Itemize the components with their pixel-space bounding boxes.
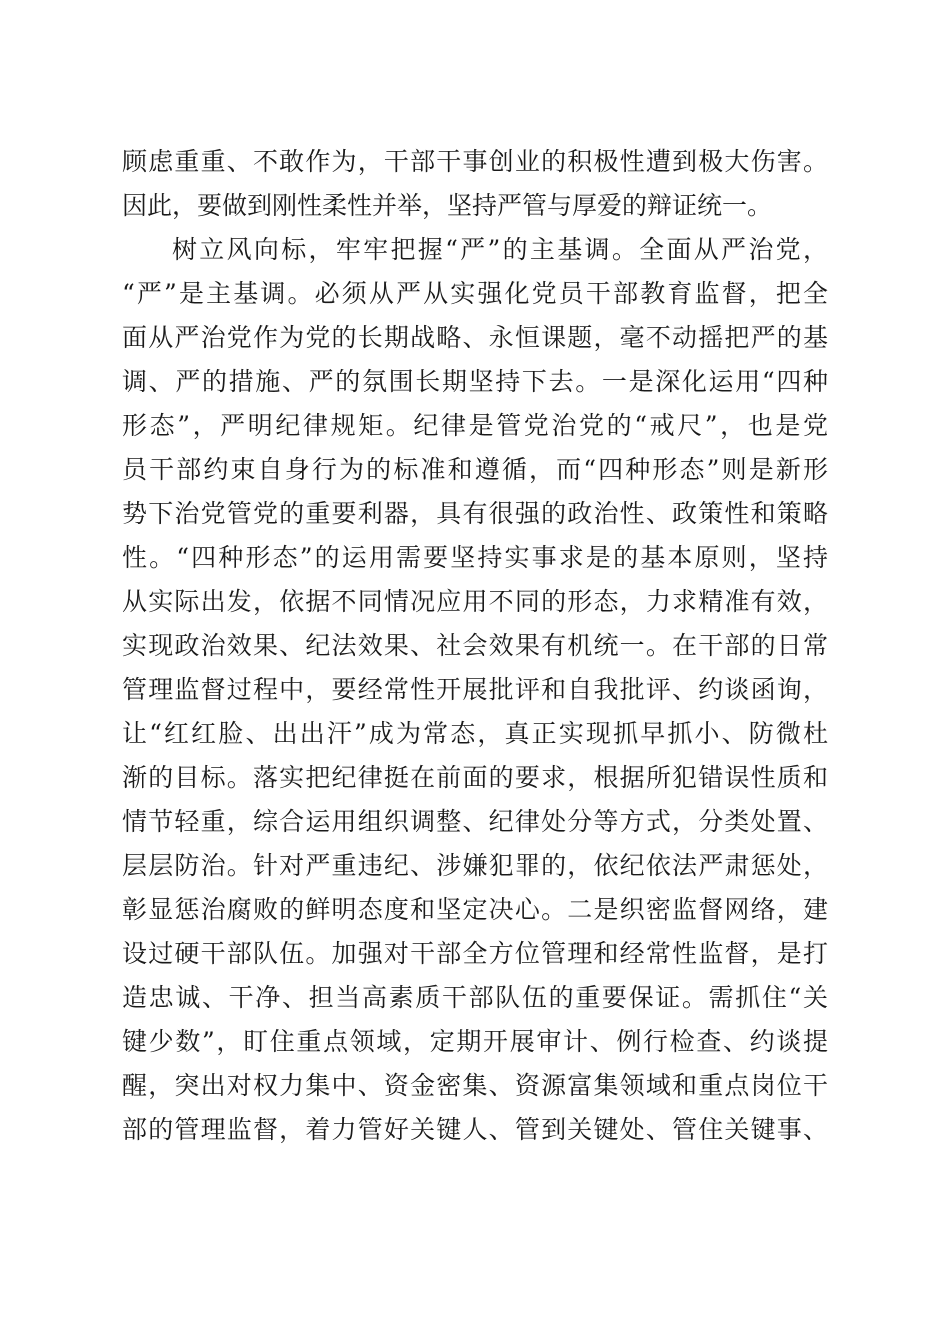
text-line: 管理监督过程中，要经常性开展批评和自我批评、约谈函询， — [122, 675, 828, 704]
text-line: 设过硬干部队伍。加强对干部全方位管理和经常性监督，是打 — [122, 939, 828, 968]
text-line: 树立风向标，牢牢把握“严”的主基调。全面从严治党， — [172, 235, 828, 264]
text-line: 层层防治。针对严重违纪、涉嫌犯罪的，依纪依法严肃惩处， — [122, 851, 828, 880]
text-line: 调、严的措施、严的氛围长期坚持下去。一是深化运用“四种 — [122, 367, 828, 396]
text-line: 员干部约束自身行为的标准和遵循，而“四种形态”则是新形 — [122, 455, 828, 484]
text-line: 从实际出发，依据不同情况应用不同的形态，力求精准有效， — [122, 587, 828, 616]
text-line: 部的管理监督，着力管好关键人、管到关键处、管住关键事、 — [122, 1115, 828, 1144]
text-line: 顾虑重重、不敢作为，干部干事创业的积极性遭到极大伤害。 — [122, 147, 828, 176]
text-line: 彰显惩治腐败的鲜明态度和坚定决心。二是织密监督网络，建 — [122, 895, 828, 924]
text-line: 渐的目标。落实把纪律挺在前面的要求，根据所犯错误性质和 — [122, 763, 828, 792]
text-line: 情节轻重，综合运用组织调整、纪律处分等方式，分类处置、 — [122, 807, 828, 836]
body-text — [122, 140, 828, 1152]
text-line: 势下治党管党的重要利器，具有很强的政治性、政策性和策略 — [122, 499, 828, 528]
text-line: 实现政治效果、纪法效果、社会效果有机统一。在干部的日常 — [122, 631, 828, 660]
text-line: 醒，突出对权力集中、资金密集、资源富集领域和重点岗位干 — [122, 1071, 828, 1100]
text-line: 形态”，严明纪律规矩。纪律是管党治党的“戒尺”，也是党 — [122, 411, 828, 440]
text-line: “严”是主基调。必须从严从实强化党员干部教育监督，把全 — [122, 279, 828, 308]
text-line: 面从严治党作为党的长期战略、永恒课题，毫不动摇把严的基 — [122, 323, 828, 352]
text-line: 性。“四种形态”的运用需要坚持实事求是的基本原则，坚持 — [122, 543, 828, 572]
text-line: 键少数”，盯住重点领域，定期开展审计、例行检查、约谈提 — [122, 1027, 828, 1056]
text-line: 造忠诚、干净、担当高素质干部队伍的重要保证。需抓住“关 — [122, 983, 828, 1012]
text-line: 让“红红脸、出出汗”成为常态，真正实现抓早抓小、防微杜 — [122, 719, 828, 748]
text-line: 因此，要做到刚性柔性并举，坚持严管与厚爱的辩证统一。 — [122, 191, 773, 220]
